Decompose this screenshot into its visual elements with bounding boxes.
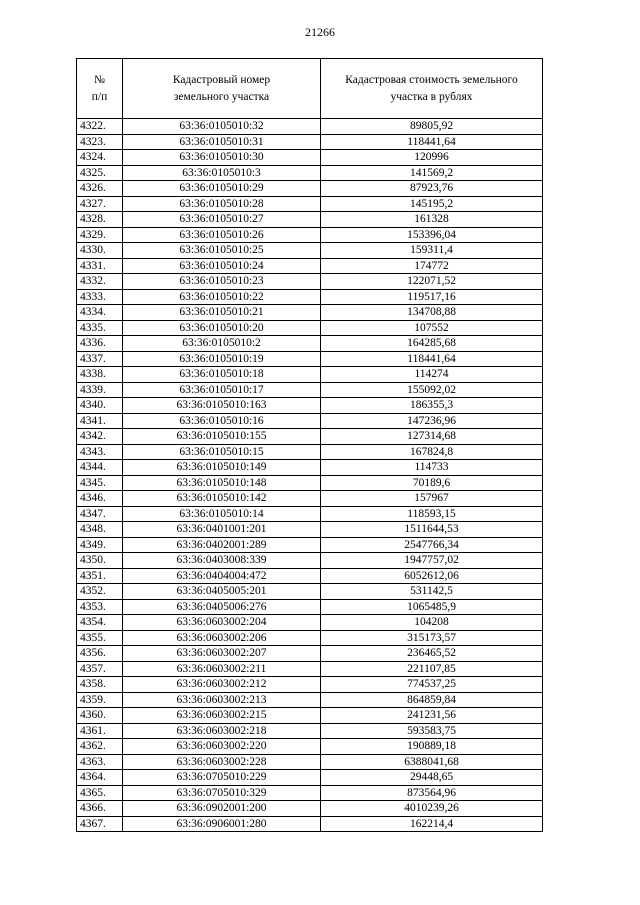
cadastral-number-cell: 63:36:0906001:280 (123, 816, 321, 832)
cadastral-number-cell: 63:36:0105010:3 (123, 165, 321, 181)
row-number-cell: 4348. (77, 522, 123, 538)
table-row (77, 134, 543, 150)
table-row (77, 615, 543, 631)
cadastral-number-cell: 63:36:0105010:15 (123, 444, 321, 460)
row-number-cell: 4339. (77, 382, 123, 398)
cadastral-number-cell: 63:36:0105010:25 (123, 243, 321, 259)
cadastral-number-cell: 63:36:0105010:14 (123, 506, 321, 522)
table-row (77, 739, 543, 755)
cadastral-number-cell: 63:36:0105010:32 (123, 119, 321, 135)
row-number-cell: 4332. (77, 274, 123, 290)
cadastral-number-cell: 63:36:0105010:31 (123, 134, 321, 150)
row-number-cell: 4362. (77, 739, 123, 755)
table-row (77, 785, 543, 801)
cadastral-value-cell: 1065485,9 (321, 599, 543, 615)
table-row (77, 584, 543, 600)
cadastral-number-cell: 63:36:0603002:211 (123, 661, 321, 677)
cadastral-value-cell: 122071,52 (321, 274, 543, 290)
cadastral-number-cell: 63:36:0405005:201 (123, 584, 321, 600)
row-number-cell: 4353. (77, 599, 123, 615)
row-number-cell: 4351. (77, 568, 123, 584)
table-row (77, 537, 543, 553)
row-number-cell: 4366. (77, 801, 123, 817)
row-number-cell: 4328. (77, 212, 123, 228)
row-number-cell: 4358. (77, 677, 123, 693)
row-number-cell: 4334. (77, 305, 123, 321)
cadastral-value-cell: 1947757,02 (321, 553, 543, 569)
row-number-cell: 4361. (77, 723, 123, 739)
table-row (77, 165, 543, 181)
cadastral-value-cell: 873564,96 (321, 785, 543, 801)
row-number-cell: 4359. (77, 692, 123, 708)
cadastral-value-cell: 114274 (321, 367, 543, 383)
table-row (77, 491, 543, 507)
cadastral-value-cell: 118593,15 (321, 506, 543, 522)
table-row (77, 661, 543, 677)
row-number-cell: 4333. (77, 289, 123, 305)
row-number-cell: 4337. (77, 351, 123, 367)
table-row (77, 599, 543, 615)
cadastral-value-cell: 162214,4 (321, 816, 543, 832)
cadastral-value-cell: 774537,25 (321, 677, 543, 693)
table-row (77, 289, 543, 305)
cadastral-value-cell: 167824,8 (321, 444, 543, 460)
cadastral-number-cell: 63:36:0105010:21 (123, 305, 321, 321)
table-row (77, 150, 543, 166)
row-number-cell: 4356. (77, 646, 123, 662)
row-number-cell: 4346. (77, 491, 123, 507)
cadastral-number-cell: 63:36:0405006:276 (123, 599, 321, 615)
cadastral-number-cell: 63:36:0105010:20 (123, 320, 321, 336)
cadastral-number-cell: 63:36:0105010:19 (123, 351, 321, 367)
cadastral-value-cell: 153396,04 (321, 227, 543, 243)
table-row (77, 692, 543, 708)
cadastral-value-cell: 70189,6 (321, 475, 543, 491)
cadastral-number-cell: 63:36:0603002:228 (123, 754, 321, 770)
table-row (77, 630, 543, 646)
page-number: 21266 (305, 25, 335, 39)
row-number-cell: 4335. (77, 320, 123, 336)
cadastral-value-cell: 147236,96 (321, 413, 543, 429)
row-number-cell: 4336. (77, 336, 123, 352)
row-number-cell: 4367. (77, 816, 123, 832)
cadastral-number-cell: 63:36:0105010:17 (123, 382, 321, 398)
cadastral-value-cell: 221107,85 (321, 661, 543, 677)
table-row (77, 568, 543, 584)
table-row (77, 770, 543, 786)
cadastral-value-cell: 161328 (321, 212, 543, 228)
cadastral-value-cell: 118441,64 (321, 134, 543, 150)
cadastral-value-cell: 159311,4 (321, 243, 543, 259)
row-number-cell: 4323. (77, 134, 123, 150)
cadastral-value-cell: 190889,18 (321, 739, 543, 755)
cadastral-number-cell: 63:36:0105010:27 (123, 212, 321, 228)
table-row (77, 708, 543, 724)
row-number-cell: 4349. (77, 537, 123, 553)
cadastral-value-cell: 134708,88 (321, 305, 543, 321)
cadastral-value-cell: 315173,57 (321, 630, 543, 646)
table-row (77, 444, 543, 460)
row-number-cell: 4347. (77, 506, 123, 522)
row-number-cell: 4350. (77, 553, 123, 569)
row-number-cell: 4341. (77, 413, 123, 429)
header-cadastral-value: Кадастровая стоимость земельного участка в рублях (321, 59, 543, 119)
table-row (77, 212, 543, 228)
cadastral-value-cell: 120996 (321, 150, 543, 166)
row-number-cell: 4331. (77, 258, 123, 274)
cadastral-number-cell: 63:36:0105010:163 (123, 398, 321, 414)
cadastral-value-cell: 2547766,34 (321, 537, 543, 553)
row-number-cell: 4365. (77, 785, 123, 801)
cadastral-number-cell: 63:36:0401001:201 (123, 522, 321, 538)
table-row (77, 258, 543, 274)
table-row (77, 181, 543, 197)
row-number-cell: 4327. (77, 196, 123, 212)
cadastral-number-cell: 63:36:0402001:289 (123, 537, 321, 553)
cadastral-value-cell: 531142,5 (321, 584, 543, 600)
table-row (77, 305, 543, 321)
table-row (77, 119, 543, 135)
cadastral-value-cell: 164285,68 (321, 336, 543, 352)
cadastral-number-cell: 63:36:0603002:204 (123, 615, 321, 631)
cadastral-value-cell: 119517,16 (321, 289, 543, 305)
cadastral-number-cell: 63:36:0404004:472 (123, 568, 321, 584)
table-row (77, 243, 543, 259)
header-cadastral-number: Кадастровый номер земельного участка (123, 59, 321, 119)
table-row (77, 677, 543, 693)
table-row (77, 754, 543, 770)
cadastral-value-cell: 114733 (321, 460, 543, 476)
cadastral-number-cell: 63:36:0105010:155 (123, 429, 321, 445)
row-number-cell: 4345. (77, 475, 123, 491)
cadastral-value-cell: 29448,65 (321, 770, 543, 786)
table-row (77, 506, 543, 522)
table-row (77, 429, 543, 445)
cadastral-number-cell: 63:36:0603002:220 (123, 739, 321, 755)
cadastral-value-cell: 1511644,53 (321, 522, 543, 538)
table-row (77, 274, 543, 290)
table-row (77, 723, 543, 739)
cadastral-number-cell: 63:36:0105010:22 (123, 289, 321, 305)
cadastral-value-cell: 141569,2 (321, 165, 543, 181)
cadastral-value-cell: 104208 (321, 615, 543, 631)
table-header-row (77, 59, 543, 119)
row-number-cell: 4360. (77, 708, 123, 724)
cadastral-number-cell: 63:36:0603002:212 (123, 677, 321, 693)
row-number-cell: 4352. (77, 584, 123, 600)
table-row (77, 460, 543, 476)
row-number-cell: 4363. (77, 754, 123, 770)
table-row (77, 413, 543, 429)
cadastral-number-cell: 63:36:0105010:30 (123, 150, 321, 166)
cadastral-number-cell: 63:36:0603002:215 (123, 708, 321, 724)
row-number-cell: 4344. (77, 460, 123, 476)
cadastral-number-cell: 63:36:0105010:29 (123, 181, 321, 197)
cadastral-value-cell: 145195,2 (321, 196, 543, 212)
table-row (77, 367, 543, 383)
cadastral-number-cell: 63:36:0105010:26 (123, 227, 321, 243)
cadastral-value-cell: 118441,64 (321, 351, 543, 367)
table-body (77, 119, 543, 832)
cadastral-value-cell: 155092,02 (321, 382, 543, 398)
cadastral-number-cell: 63:36:0603002:213 (123, 692, 321, 708)
row-number-cell: 4364. (77, 770, 123, 786)
table-row (77, 646, 543, 662)
cadastral-value-cell: 864859,84 (321, 692, 543, 708)
cadastral-value-cell: 593583,75 (321, 723, 543, 739)
cadastral-number-cell: 63:36:0902001:200 (123, 801, 321, 817)
cadastral-value-cell: 186355,3 (321, 398, 543, 414)
row-number-cell: 4329. (77, 227, 123, 243)
row-number-cell: 4325. (77, 165, 123, 181)
table-row (77, 522, 543, 538)
table-row (77, 382, 543, 398)
cadastral-value-cell: 89805,92 (321, 119, 543, 135)
row-number-cell: 4326. (77, 181, 123, 197)
row-number-cell: 4322. (77, 119, 123, 135)
cadastral-value-cell: 127314,68 (321, 429, 543, 445)
cadastral-value-cell: 241231,56 (321, 708, 543, 724)
row-number-cell: 4340. (77, 398, 123, 414)
cadastral-number-cell: 63:36:0105010:2 (123, 336, 321, 352)
row-number-cell: 4324. (77, 150, 123, 166)
row-number-cell: 4342. (77, 429, 123, 445)
cadastral-number-cell: 63:36:0705010:329 (123, 785, 321, 801)
cadastral-number-cell: 63:36:0105010:28 (123, 196, 321, 212)
cadastral-number-cell: 63:36:0603002:206 (123, 630, 321, 646)
cadastral-value-cell: 157967 (321, 491, 543, 507)
row-number-cell: 4357. (77, 661, 123, 677)
table-row (77, 553, 543, 569)
cadastral-number-cell: 63:36:0105010:149 (123, 460, 321, 476)
row-number-cell: 4338. (77, 367, 123, 383)
cadastral-number-cell: 63:36:0603002:218 (123, 723, 321, 739)
cadastral-number-cell: 63:36:0105010:16 (123, 413, 321, 429)
row-number-cell: 4330. (77, 243, 123, 259)
cadastral-value-cell: 87923,76 (321, 181, 543, 197)
cadastral-number-cell: 63:36:0403008:339 (123, 553, 321, 569)
cadastral-value-cell: 4010239,26 (321, 801, 543, 817)
table-row (77, 320, 543, 336)
table-row (77, 475, 543, 491)
table-row (77, 336, 543, 352)
table-row (77, 816, 543, 832)
cadastral-value-cell: 107552 (321, 320, 543, 336)
cadastral-value-cell: 6388041,68 (321, 754, 543, 770)
cadastral-number-cell: 63:36:0105010:142 (123, 491, 321, 507)
cadastral-value-cell: 174772 (321, 258, 543, 274)
table-row (77, 351, 543, 367)
cadastral-number-cell: 63:36:0105010:148 (123, 475, 321, 491)
table-row (77, 398, 543, 414)
cadastral-value-table (76, 58, 543, 832)
cadastral-number-cell: 63:36:0105010:24 (123, 258, 321, 274)
table-row (77, 801, 543, 817)
cadastral-value-cell: 236465,52 (321, 646, 543, 662)
table-row (77, 227, 543, 243)
row-number-cell: 4354. (77, 615, 123, 631)
row-number-cell: 4343. (77, 444, 123, 460)
cadastral-number-cell: 63:36:0105010:23 (123, 274, 321, 290)
cadastral-number-cell: 63:36:0603002:207 (123, 646, 321, 662)
table-row (77, 196, 543, 212)
header-row-number: № п/п (77, 59, 123, 119)
cadastral-number-cell: 63:36:0705010:229 (123, 770, 321, 786)
cadastral-value-cell: 6052612,06 (321, 568, 543, 584)
cadastral-number-cell: 63:36:0105010:18 (123, 367, 321, 383)
row-number-cell: 4355. (77, 630, 123, 646)
